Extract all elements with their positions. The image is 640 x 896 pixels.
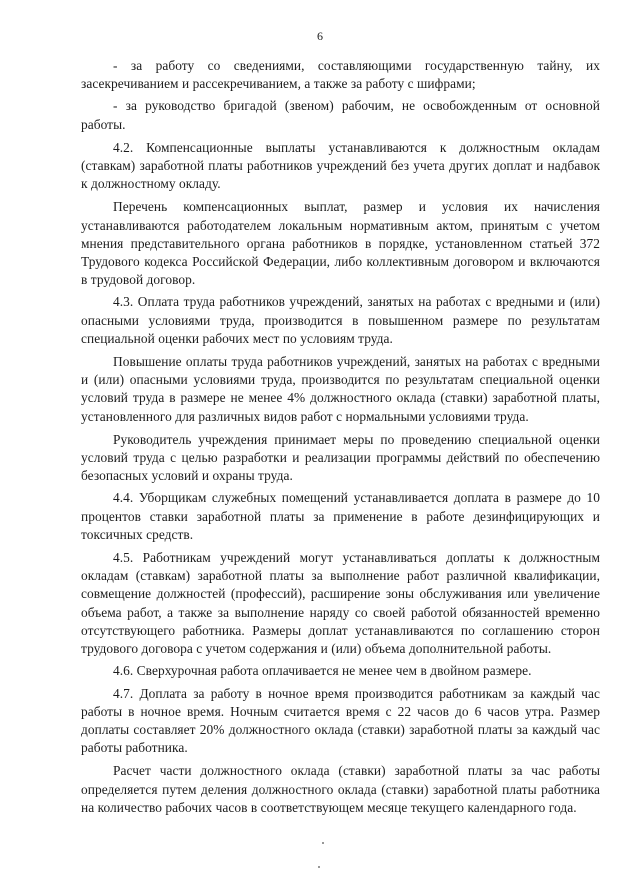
paragraph-4-4: 4.4. Уборщикам служебных помещений устанавливается доплата в размере до 10 процентов ставки заработной платы за применение в работе дезинфицирующих и токсичных средств. — [81, 490, 600, 542]
paragraph-manager-measures: Руководитель учреждения принимает меры по проведению специальной оценки условий труда с целью разработки и реализации программы действий по обеспечению безопасных условий и охраны труда. — [81, 431, 600, 484]
document-body — [81, 57, 600, 821]
paragraph-4-5: 4.5. Работникам учреждений могут устанавливаться доплаты к должностным окладам (ставкам) заработной платы за выполнение работ различной квалификации, совмещение должностей (профессий), расширение зоны обслуживания или увеличение объема работ, а также за выполнение наряду со своей работой обязанностей временно отсутствующего работника. Размеры доплат устанавливаются по соглашению сторон трудового договора с учетом содержания и (или) объема дополнительной работы. — [81, 550, 600, 657]
paragraph-brigade-leadership: - за руководство бригадой (звеном) рабочим, не освобожденным от основной работы. — [81, 98, 600, 132]
paragraph-4-2: 4.2. Компенсационные выплаты устанавливаются к должностным окладам (ставкам) заработной платы работников учреждений без учета других доплат и надбавок к должностному окладу. — [81, 139, 600, 192]
paragraph-hourly-calculation: Расчет части должностного оклада (ставки) заработной платы за час работы определяется путем деления должностного оклада (ставки) заработной платы работника на количество рабочих часов в соответствующем месяце текущего календарного года. — [81, 763, 600, 815]
scan-speck — [318, 866, 320, 868]
paragraph-secrecy-allowance: - за работу со сведениями, составляющими государственную тайну, их засекречиванием и рассекречиванием, а также за работу с шифрами; — [81, 58, 600, 92]
paragraph-compensation-list: Перечень компенсационных выплат, размер и условия их начисления устанавливаются работодателем локальным нормативным актом, принятым с учетом мнения представительного органа работников в порядке, установленном статьей 372 Трудового кодекса Российской Федерации, либо коллективным договором и включаются в трудовой договор. — [81, 199, 600, 288]
paragraph-4-7: 4.7. Доплата за работу в ночное время производится работникам за каждый час работы в ночное время. Ночным считается время с 22 часов до 6 часов утра. Размер доплаты составляет 20% должностного оклада (ставки) заработной платы за каждый час работы работника. — [81, 685, 600, 756]
paragraph-hazard-increase: Повышение оплаты труда работников учреждений, занятых на работах с вредными и (или) опасными условиями труда, производится по результатам специальной оценки условий труда в размере не менее 4% должностного оклада (ставки) заработной платы, установленного для различных видов работ с нормальными условиями труда. — [81, 354, 600, 424]
paragraph-4-3: 4.3. Оплата труда работников учреждений, занятых на работах с вредными и (или) опасными условиями труда, производится в повышенном размере по результатам специальной оценки рабочих мест по условиям труда. — [81, 294, 600, 346]
page-number: 6 — [317, 29, 323, 43]
paragraph-4-6: 4.6. Сверхурочная работа оплачивается не менее чем в двойном размере. — [113, 663, 532, 679]
scan-speck — [322, 842, 324, 844]
